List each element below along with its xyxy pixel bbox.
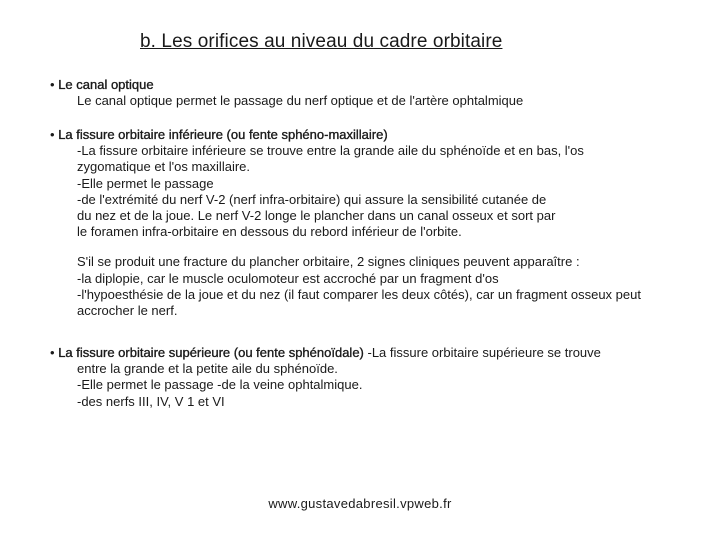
- footer-url: www.gustavedabresil.vpweb.fr: [268, 496, 452, 511]
- inline-text: -La fissure orbitaire supérieure se trouve: [363, 345, 601, 360]
- body-line: zygomatique et l'os maxillaire.: [77, 159, 250, 175]
- section-fissure-superieure: [50, 345, 700, 410]
- body-line: Le canal optique permet le passage du nerf optique et de l'artère ophtalmique: [77, 93, 524, 109]
- body-line: du nez et de la joue. Le nerf V-2 longe le plancher dans un canal osseux et sort par: [77, 208, 556, 224]
- section-heading: [50, 345, 700, 361]
- body-line: -des nerfs III, IV, V 1 et VI: [77, 393, 225, 409]
- body-line: le foramen infra-orbitaire en dessous du rebord inférieur de l'orbite.: [77, 224, 462, 240]
- bullet: •: [50, 127, 55, 142]
- page-title: b. Les orifices au niveau du cadre orbitaire: [140, 31, 503, 52]
- body-line: accrocher le nerf.: [77, 303, 178, 319]
- body-line: entre la grande et la petite aile du sphénoïde.: [77, 361, 338, 377]
- heading-text: La fissure orbitaire inférieure (ou fente sphéno-maxillaire): [58, 127, 388, 142]
- section-heading: [50, 77, 700, 93]
- section-canal-optique: [50, 77, 700, 109]
- section-fissure-inferieure: [50, 127, 700, 319]
- heading-text: La fissure orbitaire supérieure (ou fente sphénoïdale): [58, 345, 364, 360]
- bullet: •: [50, 345, 55, 360]
- bullet: •: [50, 77, 55, 92]
- body-line: -de l'extrémité du nerf V-2 (nerf infra-orbitaire) qui assure la sensibilité cutanée de: [77, 191, 547, 207]
- body-line: -la diplopie, car le muscle oculomoteur est accroché par un fragment d'os: [77, 270, 499, 286]
- body-line: -La fissure orbitaire inférieure se trouve entre la grande aile du sphénoïde et en bas, l'os: [77, 143, 584, 159]
- body-line: -l'hypoesthésie de la joue et du nez (il faut comparer les deux côtés), car un fragment osseux peut: [77, 286, 641, 302]
- body-line: -Elle permet le passage -de la veine ophtalmique.: [77, 377, 363, 393]
- heading-text: Le canal optique: [58, 77, 154, 92]
- body-line: S'il se produit une fracture du plancher orbitaire, 2 signes cliniques peuvent apparaître :: [77, 254, 580, 270]
- body-line: -Elle permet le passage: [77, 175, 214, 191]
- section-heading: [50, 127, 700, 143]
